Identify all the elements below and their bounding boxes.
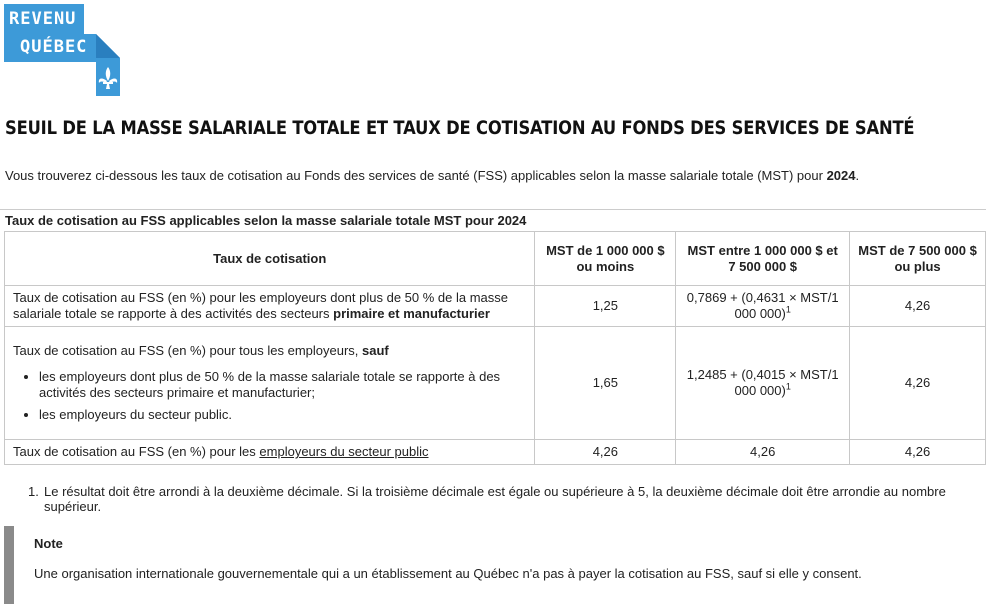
footnote xyxy=(28,484,978,514)
exceptions-list xyxy=(13,369,526,423)
header-low: MST de 1 000 000 $ ou moins xyxy=(535,232,676,286)
table-header-row xyxy=(5,232,986,286)
desc-bold: sauf xyxy=(362,343,389,358)
rate-low: 4,26 xyxy=(535,440,676,465)
note-body: Une organisation internationale gouvernementale qui a un établissement au Québec n'a pas à payer la cotisation au FSS, sauf si elle y consent. xyxy=(34,566,862,581)
rate-high: 4,26 xyxy=(850,286,986,327)
table-caption: Taux de cotisation au FSS applicables selon la masse salariale totale MST pour 2024 xyxy=(5,213,527,228)
list-item: • les employeurs du secteur public. xyxy=(39,407,526,423)
row-description xyxy=(5,327,535,440)
footnote-text: Le résultat doit être arrondi à la deuxième décimale. Si la troisième décimale est égale ou supérieure à 5, la deuxième décimale doit être arrondie au nombre supérieur. xyxy=(44,484,946,514)
desc-bold: primaire et manufacturier xyxy=(333,306,490,321)
intro-year: 2024 xyxy=(826,168,856,183)
rate-mid-formula: 0,7869 + (0,4631 × MST/1 000 000) xyxy=(686,290,839,321)
rates-table xyxy=(4,231,986,465)
table-row xyxy=(5,327,986,440)
rate-mid xyxy=(676,327,850,440)
header-rate: Taux de cotisation xyxy=(5,232,535,286)
note-title: Note xyxy=(34,536,63,551)
footnote-ref[interactable]: 1 xyxy=(785,304,791,315)
footnote-ref[interactable]: 1 xyxy=(785,381,791,392)
desc-text: Taux de cotisation au FSS (en %) pour les xyxy=(13,444,260,459)
logo-word-quebec: QUÉBEC xyxy=(4,34,96,62)
rate-mid: 4,26 xyxy=(676,440,850,465)
footnote-number: 1. xyxy=(28,484,39,499)
table-row xyxy=(5,286,986,327)
revenu-quebec-logo[interactable] xyxy=(4,4,120,96)
header-mid: MST entre 1 000 000 $ et 7 500 000 $ xyxy=(676,232,850,286)
row-description xyxy=(5,440,535,465)
public-sector-link[interactable]: employeurs du secteur public xyxy=(259,444,429,459)
divider xyxy=(0,209,986,210)
rate-mid xyxy=(676,286,850,327)
note-box xyxy=(4,526,986,604)
desc-text: Taux de cotisation au FSS (en %) pour les employeurs dont plus de 50 % de la masse salariale totale se rapporte à des activités des secteurs xyxy=(13,290,508,321)
row-description xyxy=(5,286,535,327)
desc-text: Taux de cotisation au FSS (en %) pour tous les employeurs, xyxy=(13,343,363,358)
rate-low: 1,25 xyxy=(535,286,676,327)
rate-high: 4,26 xyxy=(850,327,986,440)
logo-word-revenu: REVENU xyxy=(4,4,84,34)
list-item: • les employeurs dont plus de 50 % de la masse salariale totale se rapporte à des activités des secteurs primaire et manufacturier; xyxy=(39,369,526,401)
page-title: SEUIL DE LA MASSE SALARIALE TOTALE ET TAUX DE COTISATION AU FONDS DES SERVICES DE SANTÉ xyxy=(5,117,915,139)
intro-paragraph xyxy=(5,168,859,183)
table-row xyxy=(5,440,986,465)
fleur-de-lis-icon xyxy=(4,4,120,96)
rate-mid-formula: 1,2485 + (0,4015 × MST/1 000 000) xyxy=(686,367,839,398)
header-high: MST de 7 500 000 $ ou plus xyxy=(850,232,986,286)
intro-text: Vous trouverez ci-dessous les taux de cotisation au Fonds des services de santé (FSS) applicables selon la masse salariale totale (MST) pour xyxy=(5,168,827,183)
rate-low: 1,65 xyxy=(535,327,676,440)
intro-end: . xyxy=(855,168,860,183)
rate-high: 4,26 xyxy=(850,440,986,465)
